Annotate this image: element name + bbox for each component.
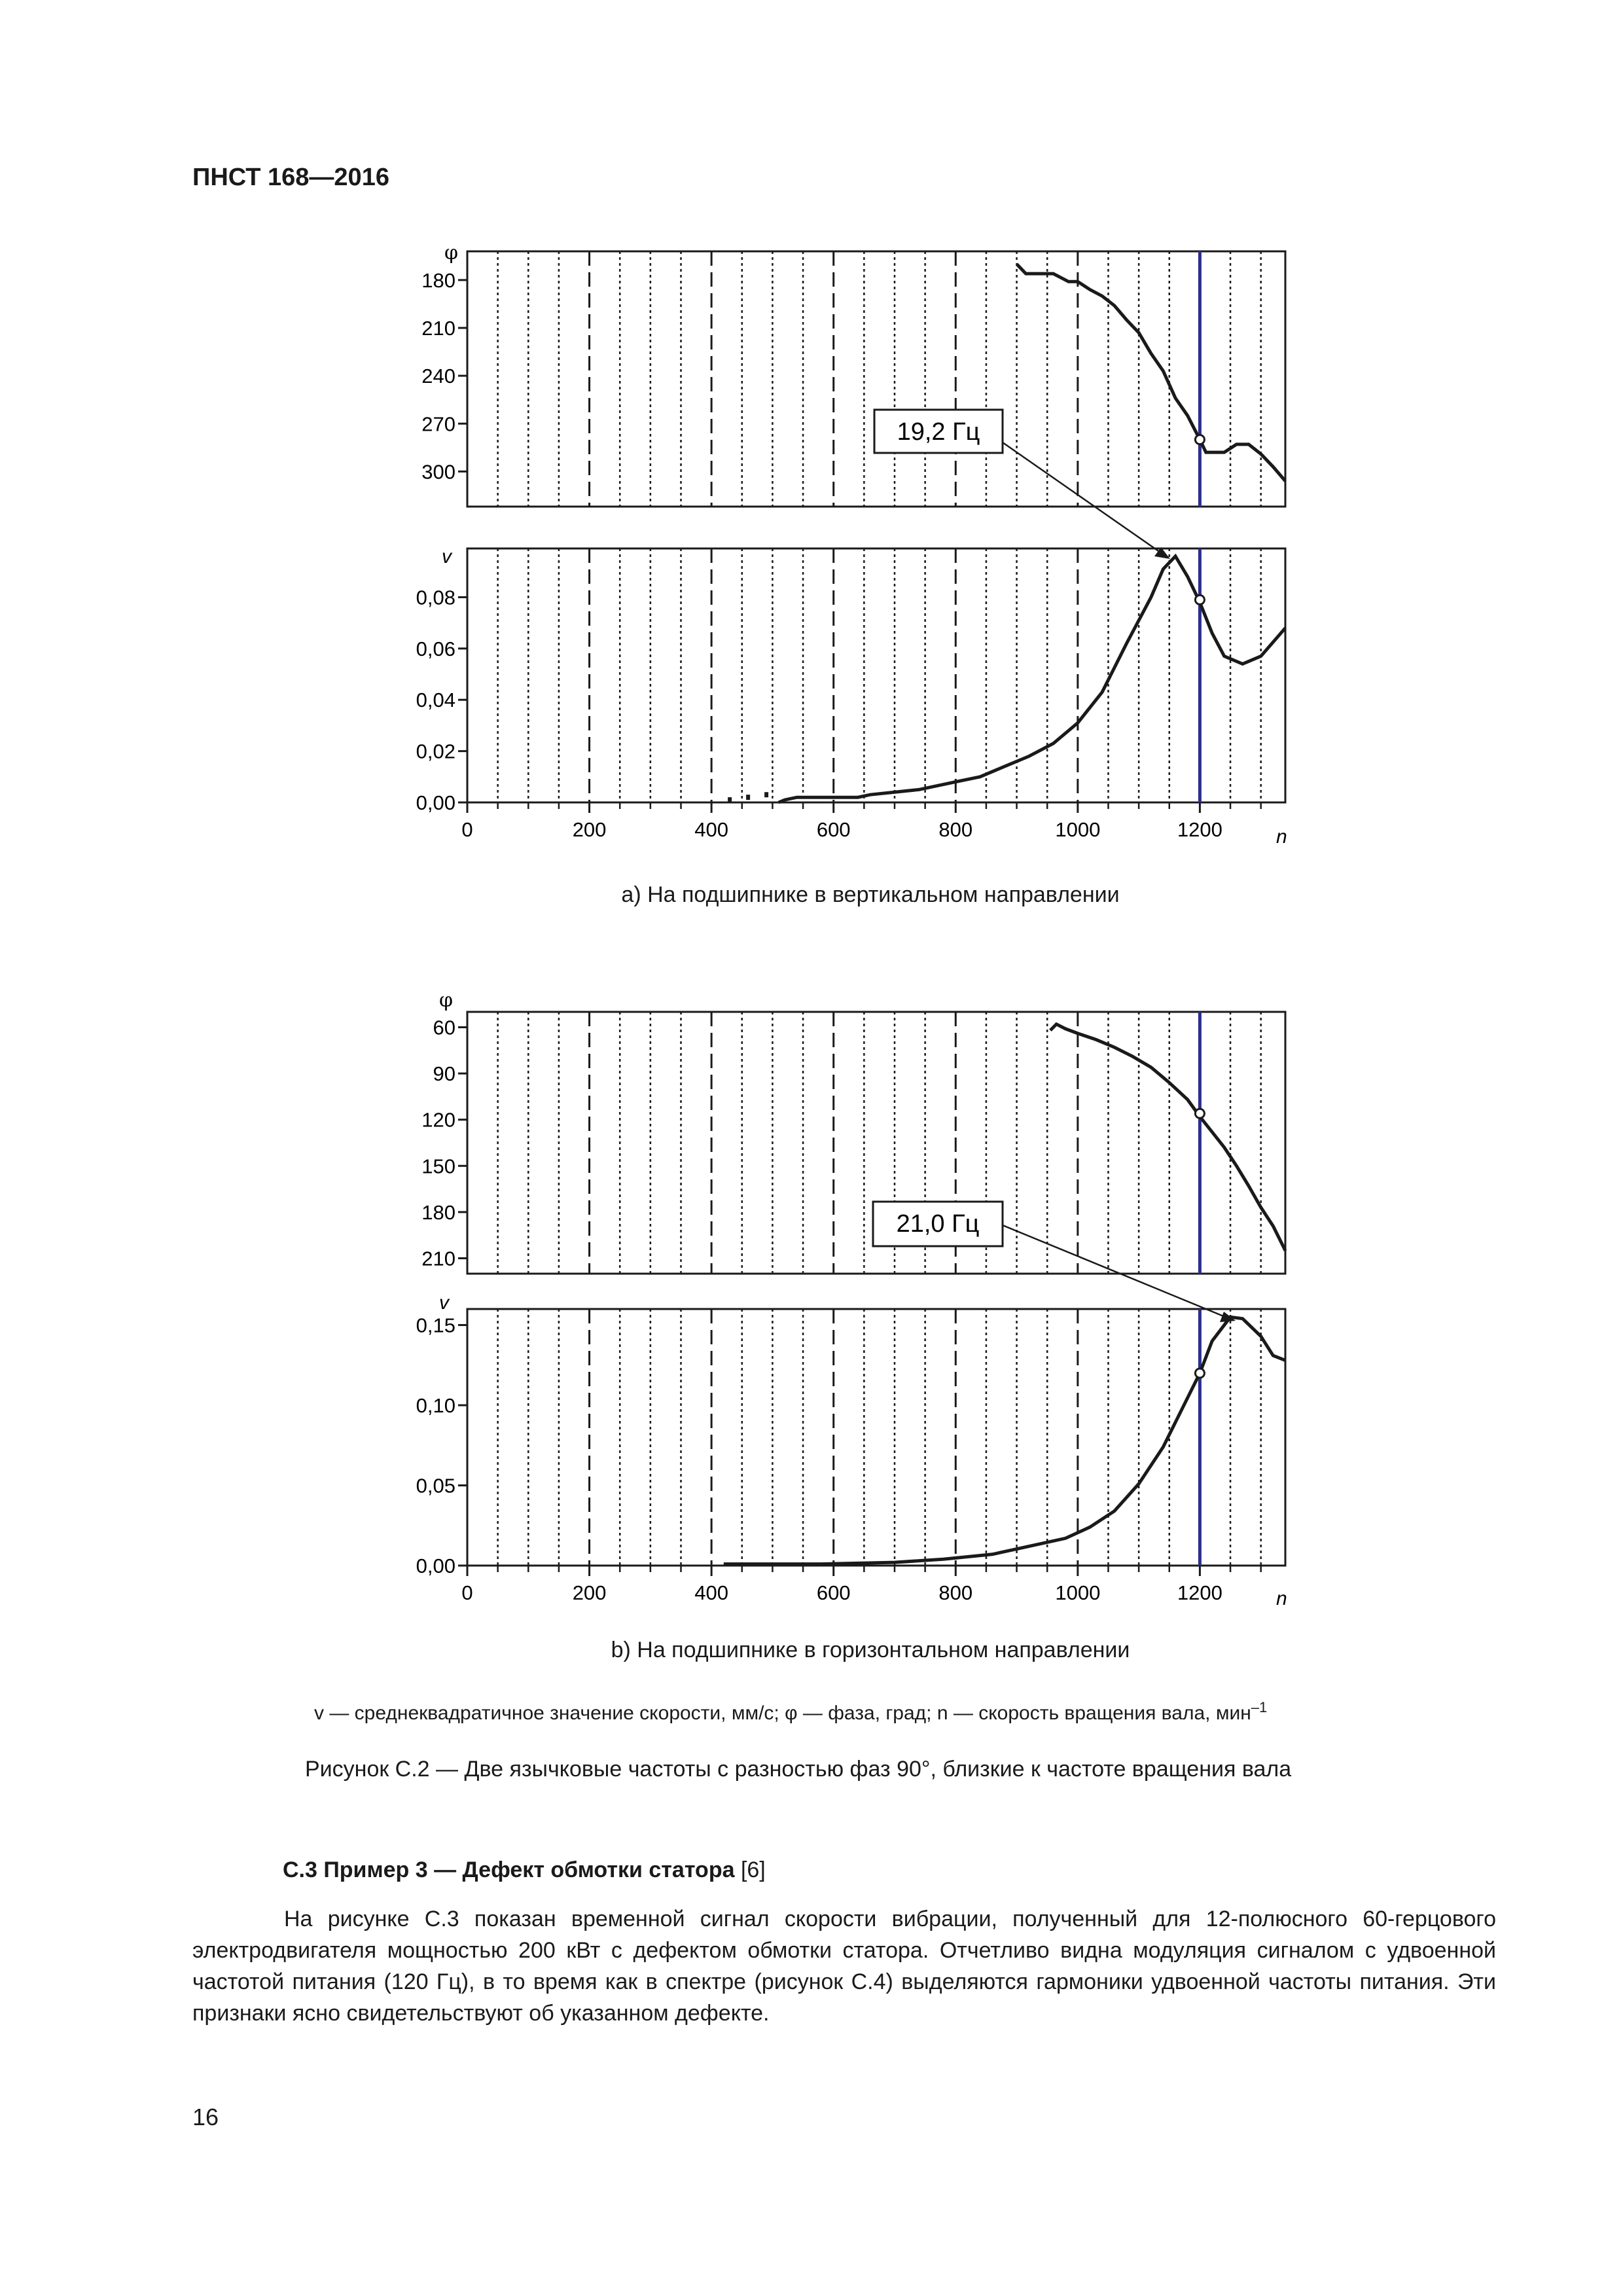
y-tick-label: 120 bbox=[421, 1108, 455, 1132]
body-paragraph: На рисунке С.3 показан временной сигнал скорости вибрации, полученный для 12-полюсного 60-герцового электродвигателя мощностью 200 кВт с дефектом обмотки статора. Отчетливо видна модуляция сигналом с удвоенной частотой питания (120 Гц), в то время как в спектре (рисунок С.4) выделяются гармоники удвоенной частоты питания. Эти признаки ясно свидетельствуют об указанном дефекте. bbox=[192, 1907, 1496, 2026]
grid bbox=[498, 548, 1261, 802]
y-tick-label: 0,00 bbox=[416, 791, 455, 814]
y-tick-label: 180 bbox=[421, 268, 455, 292]
chart-a-speed bbox=[416, 546, 1287, 848]
y-tick-label: 0,06 bbox=[416, 637, 455, 660]
x-tick-label: 200 bbox=[572, 818, 607, 841]
caption-panel-a: a) На подшипнике в вертикальном направлении bbox=[621, 882, 1120, 907]
highlight-point bbox=[1195, 595, 1204, 604]
y-axis-label: v bbox=[439, 1292, 449, 1314]
y-tick-label: 0,02 bbox=[416, 740, 455, 763]
y-tick-label: 0,05 bbox=[416, 1474, 455, 1498]
document-header: ПНСТ 168—2016 bbox=[192, 164, 389, 191]
section-reference: [6] bbox=[740, 1857, 766, 1882]
grid bbox=[498, 1309, 1261, 1566]
x-tick-label: 0 bbox=[461, 818, 473, 841]
annotation-a bbox=[874, 410, 1170, 559]
chart-a-phase bbox=[421, 242, 1285, 507]
phase-curve bbox=[1017, 264, 1285, 482]
x-axis-label: n bbox=[1276, 1588, 1287, 1609]
x-tick-label: 1000 bbox=[1055, 818, 1101, 841]
legend-text: v — среднеквадратичное значение скорости, мм/с; φ — фаза, град; n — скорость вращения вала, мин bbox=[314, 1702, 1251, 1724]
x-tick-label: 600 bbox=[816, 1581, 851, 1604]
y-axis-label: φ bbox=[438, 989, 453, 1012]
x-tick-label: 1200 bbox=[1177, 1581, 1222, 1604]
caption-panel-b: b) На подшипнике в горизонтальном направлении bbox=[611, 1638, 1130, 1662]
x-axis-label: n bbox=[1276, 826, 1287, 848]
y-tick-label: 90 bbox=[433, 1062, 455, 1086]
y-tick-label: 0,04 bbox=[416, 689, 455, 712]
data-dot bbox=[728, 797, 732, 802]
y-tick-label: 0,15 bbox=[416, 1314, 455, 1337]
y-tick-label: 0,00 bbox=[416, 1554, 455, 1577]
x-tick-label: 1000 bbox=[1055, 1581, 1101, 1604]
y-tick-label: 240 bbox=[421, 365, 455, 388]
highlight-point bbox=[1195, 1109, 1204, 1118]
y-tick-label: 180 bbox=[421, 1200, 455, 1224]
marker-point bbox=[1195, 595, 1204, 604]
section-heading-text: С.3 Пример 3 — Дефект обмотки статора bbox=[283, 1857, 735, 1882]
y-axis-label: φ bbox=[444, 242, 458, 264]
phase-curve bbox=[1050, 1024, 1285, 1251]
y-tick-label: 150 bbox=[421, 1155, 455, 1178]
x-tick-label: 1200 bbox=[1177, 818, 1222, 841]
annotation-label: 21,0 Гц bbox=[896, 1210, 980, 1238]
annotation-leader bbox=[1003, 1225, 1225, 1317]
x-tick-label: 200 bbox=[572, 1581, 607, 1604]
highlight-point bbox=[1195, 435, 1204, 444]
x-axis bbox=[461, 802, 1260, 841]
y-tick-label: 300 bbox=[421, 460, 455, 484]
data-dot bbox=[746, 795, 750, 800]
x-tick-label: 400 bbox=[694, 1581, 729, 1604]
y-tick-label: 60 bbox=[433, 1016, 455, 1039]
annotation-b bbox=[873, 1202, 1236, 1322]
figure-legend bbox=[314, 1699, 1267, 1725]
x-tick-label: 0 bbox=[461, 1581, 473, 1604]
grid bbox=[498, 251, 1261, 507]
y-axis bbox=[416, 1314, 467, 1578]
highlight-point bbox=[1195, 1369, 1204, 1378]
marker-point bbox=[1195, 1369, 1204, 1378]
x-axis bbox=[461, 1566, 1260, 1604]
legend-superscript: –1 bbox=[1251, 1699, 1268, 1715]
y-tick-label: 210 bbox=[421, 317, 455, 340]
x-tick-label: 800 bbox=[938, 1581, 973, 1604]
y-axis bbox=[416, 586, 467, 814]
noise-dots bbox=[728, 792, 768, 802]
y-tick-label: 210 bbox=[421, 1247, 455, 1270]
speed-curve bbox=[779, 556, 1285, 802]
x-tick-label: 400 bbox=[694, 818, 729, 841]
chart-b-speed bbox=[416, 1292, 1287, 1609]
marker-point bbox=[1195, 435, 1204, 444]
data-dot bbox=[764, 792, 768, 797]
marker-point bbox=[1195, 1109, 1204, 1118]
page-number: 16 bbox=[192, 2104, 219, 2130]
y-axis-label: v bbox=[442, 546, 452, 567]
y-axis bbox=[421, 269, 467, 484]
y-axis bbox=[421, 1016, 467, 1270]
x-tick-label: 600 bbox=[816, 818, 851, 841]
figure-title: Рисунок С.2 — Две язычковые частоты с разностью фаз 90°, близкие к частоте вращения вала bbox=[305, 1757, 1292, 1782]
y-tick-label: 0,10 bbox=[416, 1394, 455, 1417]
y-tick-label: 0,08 bbox=[416, 586, 455, 609]
y-tick-label: 270 bbox=[421, 412, 455, 436]
section-heading bbox=[283, 1857, 766, 1883]
annotation-label: 19,2 Гц bbox=[897, 418, 980, 446]
x-tick-label: 800 bbox=[938, 818, 973, 841]
chart-b-phase bbox=[421, 989, 1285, 1274]
